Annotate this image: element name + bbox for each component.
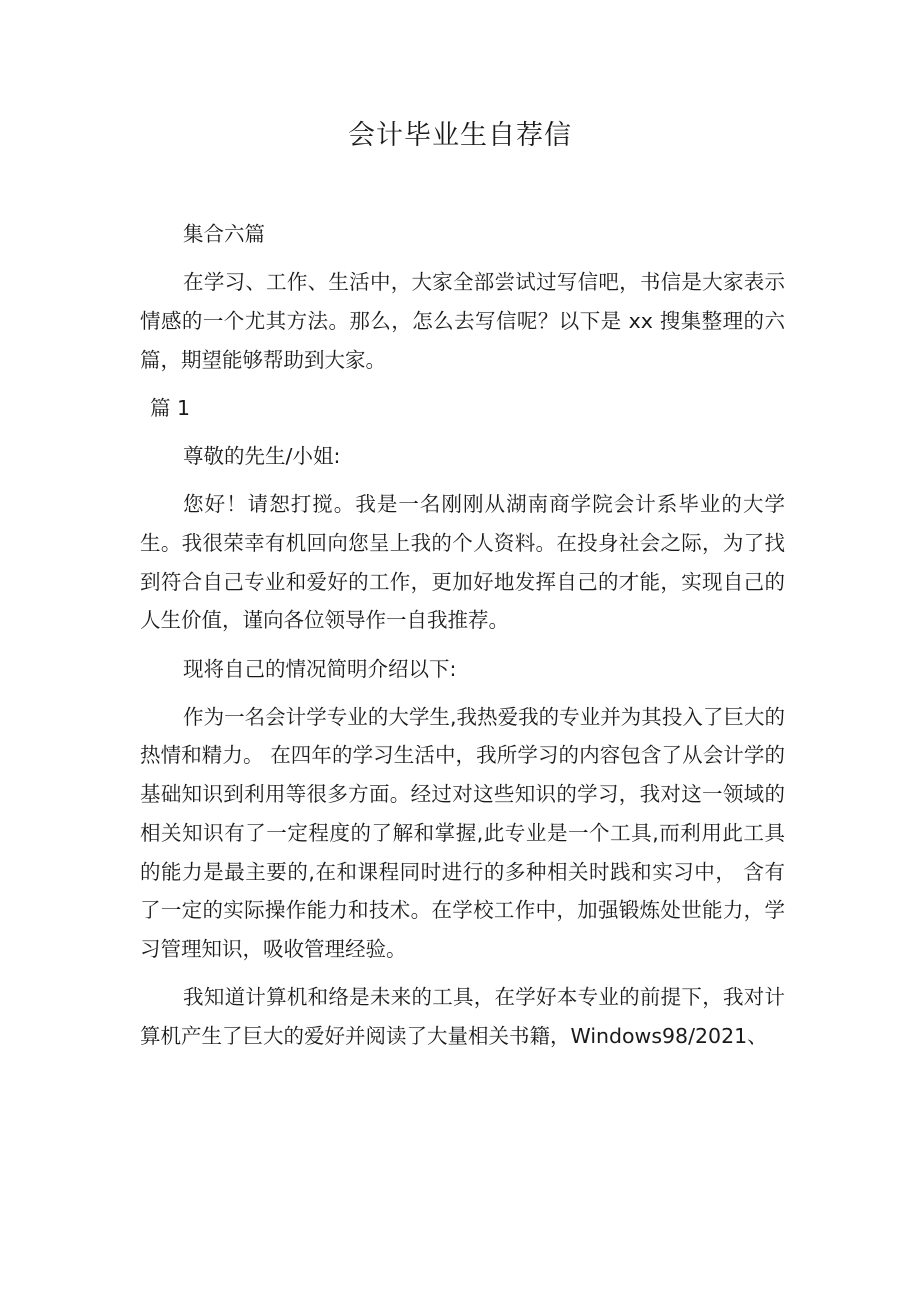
- section-heading: 篇 1: [150, 395, 191, 420]
- paragraph-computer: 我知道计算机和络是未来的工具，在学好本专业的前提下，我对计算机产生了巨大的爱好并阅读了大量相关书籍，Windows98/2021、: [140, 985, 785, 1048]
- paragraph-greeting: 您好！请恕打搅。我是一名刚刚从湖南商学院会计系毕业的大学生。我很荣幸有机回向您呈上我的个人资料。在投身社会之际，为了找到符合自己专业和爱好的工作，更加好地发挥自己的才能，实现自己的人生价值，谨向各位领导作一自我推荐。: [140, 492, 785, 633]
- paragraph-subtitle: 集合六篇: [183, 222, 266, 246]
- paragraph-study: 作为一名会计学专业的大学生,我热爱我的专业并为其投入了巨大的热情和精力。 在四年的学习生活中，我所学习的内容包含了从会计学的基础知识到利用等很多方面。经过对这些知识的学习，我对这一领域的相关知识有了一定程度的了解和掌握,此专业是一个工具,而利用此工具的能力是最主要的,在和课程同时进行的多种相关时践和实习中， 含有了一定的实际操作能力和技术。在学校工作中，加强锻炼处世能力，学习管理知识，吸收管理经验。: [140, 704, 785, 961]
- paragraph-lead-in: 现将自己的情况简明介绍以下:: [183, 656, 457, 681]
- document-title: 会计毕业生自荐信: [348, 120, 572, 151]
- paragraph-salutation: 尊敬的先生/小姐:: [183, 444, 341, 469]
- paragraph-intro: 在学习、工作、生活中，大家全部尝试过写信吧，书信是大家表示情感的一个尤其方法。那么，怎么去写信呢？以下是 xx 搜集整理的六篇，期望能够帮助到大家。: [140, 270, 785, 372]
- document-body: [140, 215, 785, 1065]
